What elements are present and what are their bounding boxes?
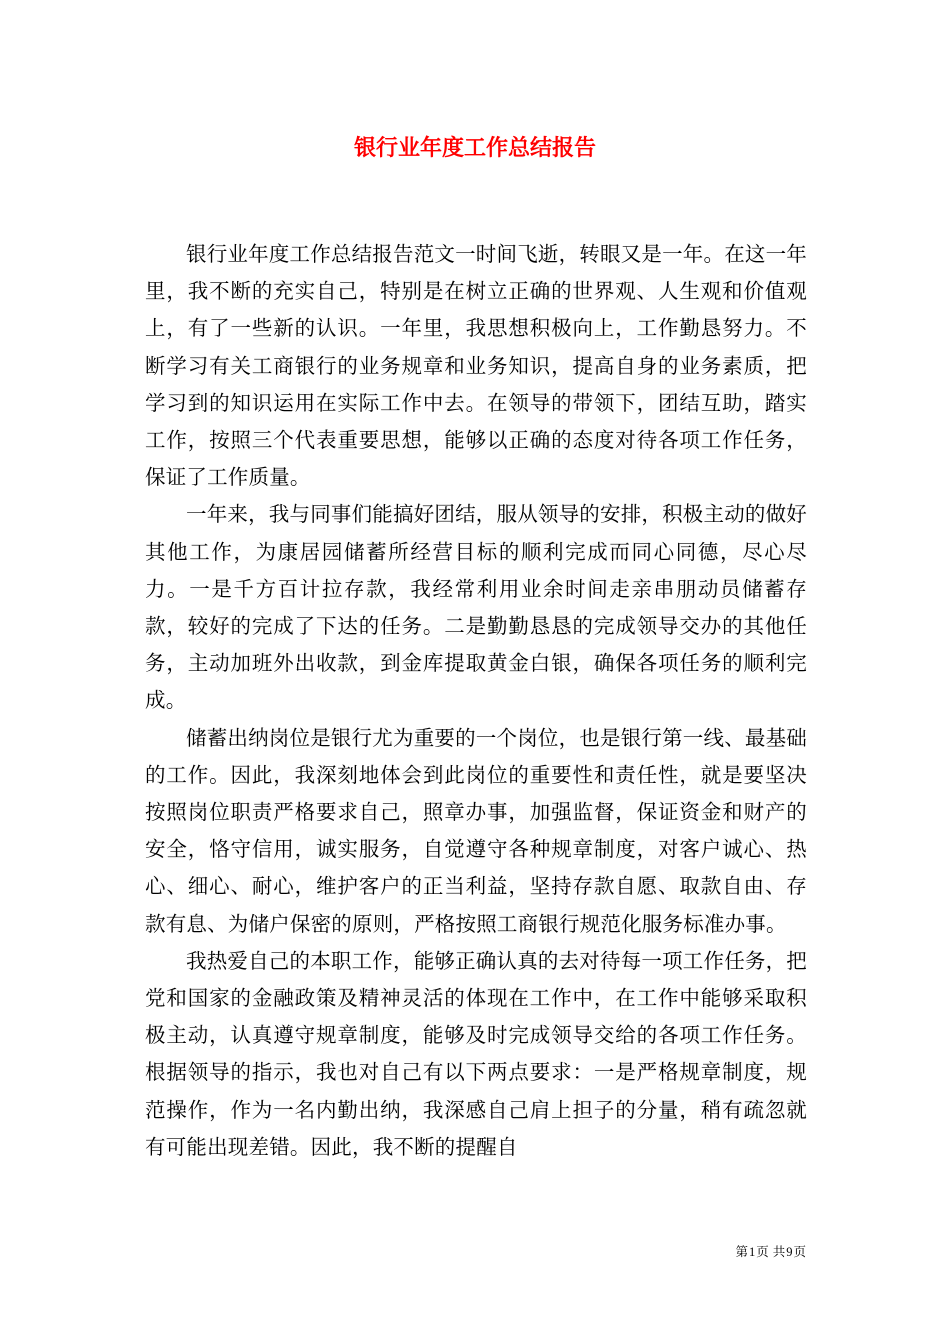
document-body	[145, 236, 807, 1166]
paragraph-2: 一年来，我与同事们能搞好团结，服从领导的安排，积极主动的做好其他工作，为康居园储蓄所经营目标的顺利完成而同心同德，尽心尽力。一是千方百计拉存款，我经常利用业余时间走亲串朋动员储蓄存款，较好的完成了下达的任务。二是勤勤恳恳的完成领导交办的其他任务，主动加班外出收款，到金库提取黄金白银，确保各项任务的顺利完成。	[145, 502, 807, 713]
page-footer	[735, 1242, 806, 1262]
paragraph-4: 我热爱自己的本职工作，能够正确认真的去对待每一项工作任务，把党和国家的金融政策及精神灵活的体现在工作中，在工作中能够采取积极主动，认真遵守规章制度，能够及时完成领导交给的各项工作任务。根据领导的指示，我也对自己有以下两点要求：一是严格规章制度，规范操作，作为一名内勤出纳，我深感自己肩上担子的分量，稍有疏忽就有可能出现差错。因此，我不断的提醒自	[145, 948, 807, 1159]
paragraph-1: 银行业年度工作总结报告范文一时间飞逝，转眼又是一年。在这一年里，我不断的充实自己，特别是在树立正确的世界观、人生观和价值观上，有了一些新的认识。一年里，我思想积极向上，工作勤恳努力。不断学习有关工商银行的业务规章和业务知识，提高自身的业务素质，把学习到的知识运用在实际工作中去。在领导的带领下，团结互助，踏实工作，按照三个代表重要思想，能够以正确的态度对待各项工作任务，保证了工作质量。	[145, 242, 807, 490]
footer-prefix: 第	[735, 1244, 748, 1259]
paragraph-3: 储蓄出纳岗位是银行尤为重要的一个岗位，也是银行第一线、最基础的工作。因此，我深刻地体会到此岗位的重要性和责任性，就是要坚决按照岗位职责严格要求自己，照章办事，加强监督，保证资金和财产的安全，恪守信用，诚实服务，自觉遵守各种规章制度，对客户诚心、热心、细心、耐心，维护客户的正当利益，坚持存款自愿、取款自由、存款有息、为储户保密的原则，严格按照工商银行规范化服务标准办事。	[145, 725, 807, 936]
footer-page-number: 1	[749, 1245, 756, 1259]
footer-suffix: 页	[793, 1244, 806, 1259]
footer-middle: 页 共	[756, 1244, 786, 1259]
document-title: 银行业年度工作总结报告	[353, 136, 596, 161]
footer-total-pages: 9	[786, 1245, 793, 1259]
